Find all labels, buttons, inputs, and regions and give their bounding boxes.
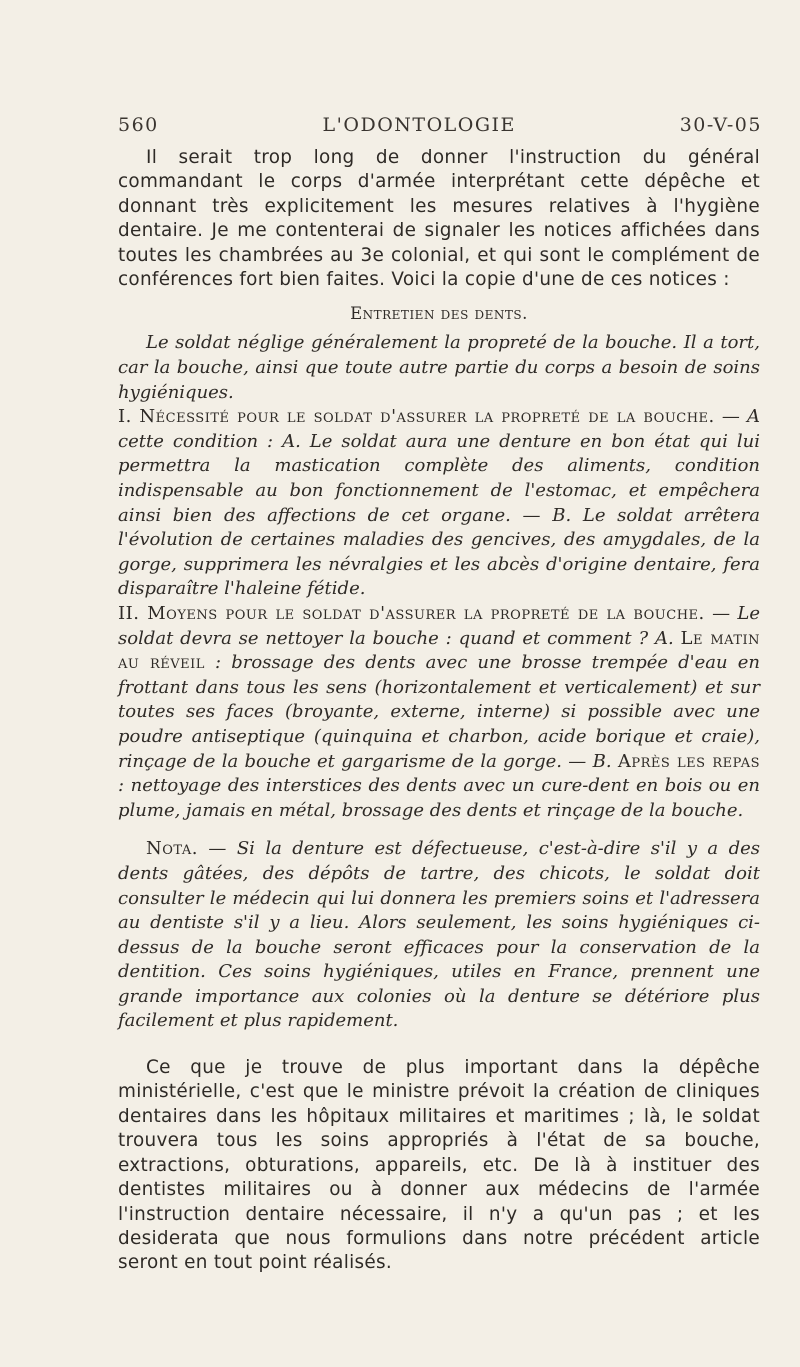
section-2-text-a: — Le soldat devra se nettoyer la bouche : quand et comment ? A. <box>118 602 760 649</box>
section-2-text-c: : nettoyage des interstices des dents avec un cure-dent en bois ou en plume, jamais en métal, brossage des dents et rinçage de la bouche. <box>118 775 760 821</box>
notice-intro: Le soldat néglige généralement la propreté de la bouche. Il a tort, car la bouche, ainsi que toute autre partie du corps a besoin de soins hygiéniques. <box>118 332 760 403</box>
nota-text: — Si la denture est défectueuse, c'est-à-dire s'il y a des dents gâtées, des dépôts de tartre, des chicots, le soldat doit consulter le médecin qui lui donnera les premiers soins et l'adressera au dentiste s'il y a lieu. Alors seulement, les soins hygiéniques ci-dessus de la bouche seront efficaces pour la conservation de la dentition. Ces soins hygiéniques, utiles en France, prennent une grande importance aux colonies où la denture se détériore plus facilement et plus rapidement. <box>118 838 760 1032</box>
morning-label: Le matin au réveil <box>118 627 760 674</box>
section-2-text-b: : brossage des dents avec une brosse trempée d'eau en frottant dans tous les sens (horizontalement et verticalement) et sur toutes ses faces (broyante, externe, interne) si possible avec une poudre antiseptique (quinquina et charbon, acide borique et craie), rinçage de la bouche et gargarisme de la gorge. — B. <box>118 652 760 772</box>
after-meals-label: Après les repas <box>617 750 760 772</box>
nota-label: Nota. <box>146 838 198 860</box>
section-title: Entretien des dents. <box>350 304 528 324</box>
page-number: 560 <box>118 114 159 136</box>
running-header <box>118 114 762 136</box>
article-body <box>118 146 760 1276</box>
section-2 <box>118 602 760 823</box>
section-1 <box>118 405 760 602</box>
section-2-heading: II. Moyens pour le soldat d'assurer la propreté de la bouche. <box>118 602 705 624</box>
closing-paragraph: Ce que je trouve de plus important dans la dépêche ministérielle, c'est que le ministre prévoit la création de cliniques dentaires dans les hôpitaux militaires et maritimes ; là, le soldat trouvera tous les soins appropriés à l'état de sa bouche, extractions, obturations, appareils, etc. De là à instituer des dentistes militaires ou à donner aux médecins de l'armée l'instruction dentaire nécessaire, il n'y a qu'un pas ; et les desiderata que nous formulions dans notre précédent article seront en tout point réalisés. <box>118 1057 760 1274</box>
section-1-text: — A cette condition : A. Le soldat aura une denture en bon état qui lui permettra la mastication complète des aliments, condition indispensable au bon fonctionnement de l'estomac, et empêchera ainsi bien des affections de cet organe. — B. Le soldat arrêtera l'évolution de certaines maladies des gencives, des amygdales, de la gorge, supprimera les névralgies et les abcès d'origine dentaire, fera disparaître l'haleine fétide. <box>118 406 760 600</box>
section-1-heading: I. Nécessité pour le soldat d'assurer la propreté de la bouche. <box>118 406 715 428</box>
intro-paragraph: Il serait trop long de donner l'instruction du général commandant le corps d'armée interprétant cette dépêche et donnant très explicitement les mesures relatives à l'hygiène dentaire. Je me contenterai de signaler les notices affichées dans toutes les chambrées au 3e colonial, et qui sont le complément de conférences fort bien faites. Voici la copie d'une de ces notices : <box>118 147 760 291</box>
issue-date: 30-V-05 <box>679 114 762 136</box>
nota-paragraph <box>118 837 760 1034</box>
journal-title: L'ODONTOLOGIE <box>322 114 516 136</box>
